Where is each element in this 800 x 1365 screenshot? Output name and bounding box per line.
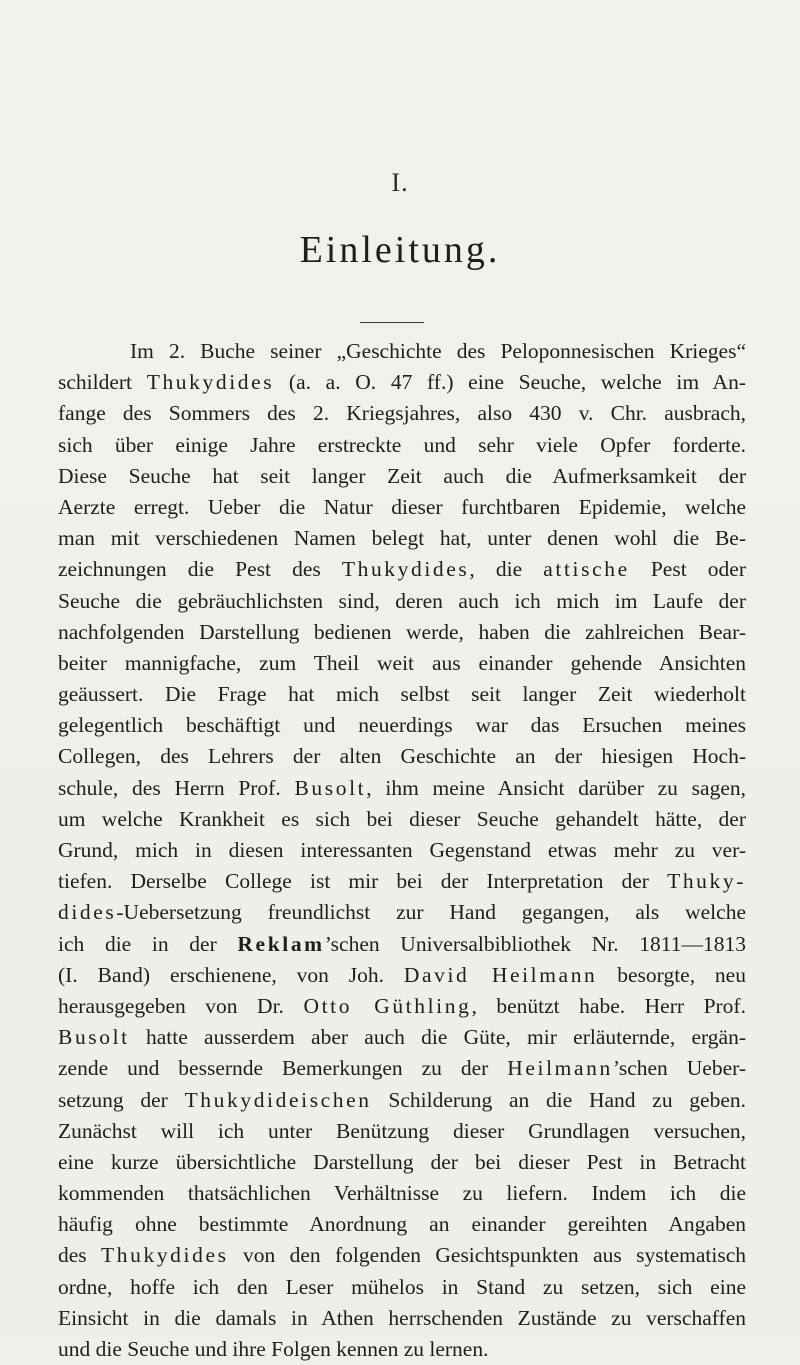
text-line <box>58 1240 746 1271</box>
text-line <box>58 1272 746 1303</box>
text-run: beiter mannigfache, zum Theil weit aus einander gehende Ansichten <box>58 650 746 675</box>
text-run: fange des Sommers des 2. Kriegsjahres, also 430 v. Chr. ausbrach, <box>58 401 746 426</box>
text-run: hatte ausserdem aber auch die Güte, mir erläuternde, ergän- <box>129 1025 746 1050</box>
text-run: sich über einige Jahre erstreckte und sehr viele Opfer forderte. <box>58 432 746 457</box>
text-run: ’schen Universalbibliothek Nr. 1811—1813 <box>324 931 746 956</box>
text-line <box>58 554 746 585</box>
text-line <box>58 679 746 710</box>
text-line <box>58 991 746 1022</box>
text-line <box>58 1147 746 1178</box>
text-line <box>58 492 746 523</box>
spaced-name: dides <box>58 900 117 925</box>
text-run: herausgegeben von Dr. <box>58 993 304 1018</box>
spaced-name: Thukydides <box>341 557 470 582</box>
spaced-name: David Heilmann <box>403 962 598 987</box>
text-run: und die Seuche und ihre Folgen kennen zu lernen. <box>58 1337 489 1361</box>
text-run: -Uebersetzung freundlichst zur Hand gegangen, als welche <box>116 900 746 925</box>
text-run: häufig ohne bestimmte Anordnung an einander gereihten Angaben <box>58 1212 746 1237</box>
text-run: kommenden thatsächlichen Verhältnisse zu liefern. Indem ich die <box>58 1181 746 1206</box>
spaced-name: Busolt <box>58 1025 130 1050</box>
text-run: gelegentlich beschäftigt und neuerdings war das Ersuchen meines <box>58 713 746 738</box>
text-run: Schilderung an die Hand zu geben. <box>371 1087 746 1112</box>
text-line <box>58 1209 746 1240</box>
text-run: schildert <box>58 370 147 395</box>
text-line <box>58 897 746 928</box>
text-run: ’schen Ueber- <box>612 1056 746 1081</box>
text-run: des <box>58 1243 102 1268</box>
text-run: Collegen, des Lehrers der alten Geschichte an der hiesigen Hoch- <box>58 744 746 769</box>
text-line <box>58 648 746 679</box>
text-run: geäussert. Die Frage hat mich selbst seit langer Zeit wiederholt <box>58 682 746 707</box>
text-line <box>58 430 746 461</box>
text-line <box>58 523 746 554</box>
text-run: ordne, hoffe ich den Leser mühelos in Stand zu setzen, sich eine <box>58 1274 746 1299</box>
text-run: um welche Krankheit es sich bei dieser Seuche gehandelt hätte, der <box>58 806 746 831</box>
text-run: Grund, mich in diesen interessanten Gegenstand etwas mehr zu ver- <box>58 838 746 862</box>
text-line <box>58 866 746 897</box>
spaced-name: Heilmann <box>507 1056 613 1081</box>
spaced-name: Busolt <box>294 775 367 800</box>
text-run: (a. a. O. 47 ff.) eine Seuche, welche im An- <box>274 370 746 395</box>
text-line <box>58 367 746 398</box>
text-run: , die <box>469 557 544 582</box>
spaced-name: Otto Güthling <box>303 993 472 1018</box>
text-line <box>58 1178 746 1209</box>
text-run: (I. Band) erschienene, von Joh. <box>58 962 404 987</box>
text-line <box>58 710 746 741</box>
text-run: ich die in der <box>58 931 238 956</box>
text-run: zende und bessernde Bemerkungen zu der <box>58 1056 508 1081</box>
text-run: tiefen. Derselbe College ist mir bei der Interpretation der <box>58 869 668 894</box>
spaced-name: Thukydides <box>146 370 275 395</box>
text-run: Einsicht in die damals in Athen herrschenden Zustände zu verschaffen <box>58 1305 746 1330</box>
chapter-number: I. <box>391 168 409 197</box>
text-run: nachfolgenden Darstellung bedienen werde, haben die zahlreichen Bear- <box>58 619 746 644</box>
text-run: Seuche die gebräuchlichsten sind, deren auch ich mich im Laufe der <box>58 588 746 613</box>
spaced-name: Thukydideischen <box>184 1087 372 1112</box>
text-run: von den folgenden Gesichtspunkten aus systematisch <box>228 1243 746 1268</box>
text-run: Pest oder <box>629 557 746 582</box>
text-run: zeichnungen die Pest des <box>58 557 342 582</box>
text-line <box>58 835 746 866</box>
text-line <box>58 960 746 991</box>
text-run: Im 2. Buche seiner „Geschichte des Peloponnesischen Krieges“ <box>130 339 746 363</box>
text-line <box>58 929 746 960</box>
text-run: schule, des Herrn Prof. <box>58 775 295 800</box>
text-run: besorgte, neu <box>597 962 746 987</box>
text-run: setzung der <box>58 1087 185 1112</box>
text-line <box>58 1334 746 1365</box>
text-line <box>58 617 746 648</box>
text-line <box>58 461 746 492</box>
spaced-name: attische <box>543 557 630 582</box>
text-run: Zunächst will ich unter Benützung dieser Grundlagen versuchen, <box>58 1118 746 1143</box>
title-divider <box>360 322 424 323</box>
text-line <box>58 398 746 429</box>
spaced-name: Reklam <box>237 931 325 956</box>
text-run: eine kurze übersichtliche Darstellung der bei dieser Pest in Betracht <box>58 1149 746 1174</box>
text-line <box>58 1053 746 1084</box>
text-line <box>58 336 746 367</box>
text-run: , ihm meine Ansicht darüber zu sagen, <box>366 775 746 800</box>
text-line <box>58 1022 746 1053</box>
text-line <box>58 1085 746 1116</box>
text-line <box>58 773 746 804</box>
text-line <box>58 586 746 617</box>
body-paragraph <box>58 336 746 1365</box>
text-line <box>58 741 746 772</box>
spaced-name: Thukydides <box>101 1243 229 1268</box>
text-line <box>58 804 746 835</box>
spaced-name: Thuky- <box>667 869 746 894</box>
text-run: , benützt habe. Herr Prof. <box>471 993 746 1018</box>
text-run: Aerzte erregt. Ueber die Natur dieser furchtbaren Epidemie, welche <box>58 494 746 519</box>
text-run: man mit verschiedenen Namen belegt hat, unter denen wohl die Be- <box>58 526 746 551</box>
text-run: Diese Seuche hat seit langer Zeit auch die Aufmerksamkeit der <box>58 463 746 488</box>
chapter-title: Einleitung. <box>299 229 501 271</box>
text-line <box>58 1116 746 1147</box>
text-line <box>58 1303 746 1334</box>
